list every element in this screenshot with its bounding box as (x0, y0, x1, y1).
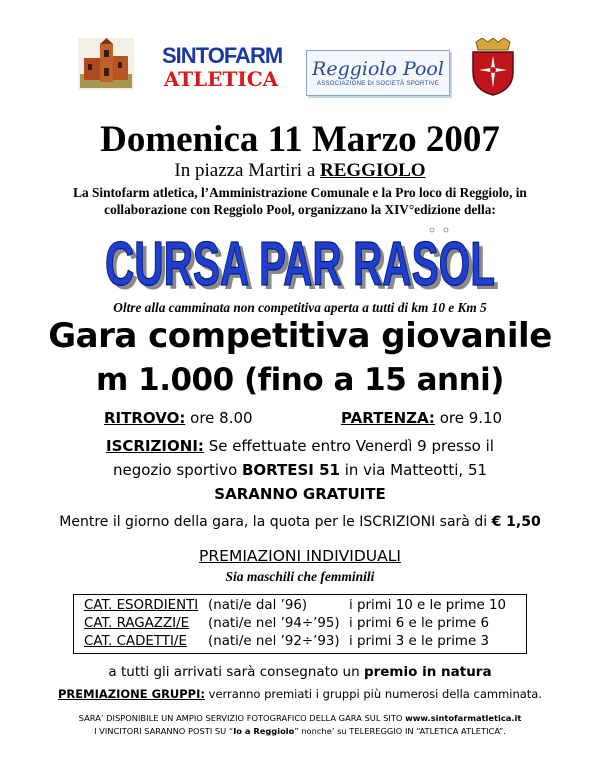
footer-line-2 (0, 726, 600, 736)
pool-logo-text: Reggiolo Pool (312, 58, 444, 80)
category-years: (nati/e nel ’94÷’95) (208, 616, 340, 631)
event-date: Domenica 11 Marzo 2007 (100, 119, 500, 160)
categories-table (73, 594, 527, 654)
category-prizes: i primi 10 e le prime 10 (349, 598, 507, 613)
race-distance (0, 362, 600, 398)
category-row (74, 634, 526, 652)
sintofarm-logo-text: SINTOFARM (162, 43, 283, 68)
event-place (0, 160, 600, 182)
partenza-value: ore 9.10 (439, 409, 503, 427)
intro-line-2: collaborazione con Reggiolo Pool, organizzano la XIV°edizione della: (104, 202, 496, 217)
category-years: (nati/e nel ’92÷’93) (208, 634, 340, 649)
ritrovo-info (104, 409, 253, 427)
footer-text-1: SARA’ DISPONIBILE UN AMPIO SERVIZIO FOTOGRAFICO DELLA GARA SUL SITO (78, 713, 406, 723)
race-heading: Gara competitiva giovanile (48, 316, 552, 356)
gruppi-note (0, 687, 600, 701)
age-limit: (fino a 15 anni) (244, 362, 504, 398)
partenza-label: PARTENZA: (341, 409, 435, 427)
iscrizioni-line-1 (0, 437, 600, 455)
iscrizioni-text-2a: negozio sportivo (112, 461, 242, 479)
footer-text-2c: ” nonche’ su TELEREGGIO IN “ATLETICA ATLETICA”. (294, 726, 506, 736)
arrivati-text: a tutti gli arrivati sarà consegnato un (108, 664, 364, 680)
castle-tower-icon (78, 38, 134, 90)
quota-value: € 1,50 (491, 514, 541, 530)
event-subtitle: Oltre alla camminata non competitiva aperta a tutti di km 10 e Km 5 (113, 300, 487, 315)
premiazioni-title: PREMIAZIONI INDIVIDUALI (199, 547, 401, 565)
intro-line-1: La Sintofarm atletica, l’Amministrazione Comunale e la Pro loco di Reggiolo, in (73, 185, 527, 200)
category-name: CAT. ESORDIENTI (84, 598, 199, 613)
pool-logo-subtext: ASSOCIAZIONE DI SOCIETÀ SPORTIVE (316, 81, 440, 87)
premiazioni-subtitle: Sia maschili che femminili (225, 569, 375, 584)
event-title-text: CURSA PAR RASOL (105, 230, 495, 298)
iscrizioni-label: ISCRIZIONI: (106, 437, 204, 455)
arrivati-note (0, 664, 600, 680)
sintofarm-logo (162, 43, 283, 94)
distance-value: m 1.000 (96, 362, 234, 398)
footer-publication: Io a Reggiolo (233, 726, 295, 736)
partenza-info (341, 409, 502, 427)
category-prizes: i primi 6 e le prime 6 (349, 616, 489, 631)
quota-info (0, 514, 600, 530)
ritrovo-label: RITROVO: (104, 409, 186, 427)
category-prizes: i primi 3 e le prime 3 (349, 634, 489, 649)
iscrizioni-line-2 (0, 461, 600, 479)
place-prefix: In piazza Martiri a (174, 160, 320, 181)
category-row (74, 598, 526, 616)
iscrizioni-text-1: Se effettuate entro Venerdì 9 presso il (208, 437, 494, 455)
event-title (0, 222, 600, 298)
footer-website: www.sintofarmatletica.it (405, 713, 522, 723)
shop-name: BORTESI 51 (241, 461, 340, 479)
ritrovo-value: ore 8.00 (190, 409, 253, 427)
logo-bar (0, 38, 600, 98)
category-name: CAT. CADETTI/E (84, 634, 187, 649)
event-title-shadow: CURSA PAR RASOL (109, 234, 499, 298)
category-name: CAT. RAGAZZI/E (84, 616, 190, 631)
iscrizioni-free: SARANNO GRATUITE (214, 485, 386, 503)
reggiolo-pool-logo (306, 50, 450, 96)
quota-text: Mentre il giorno della gara, la quota per le ISCRIZIONI sarà di (59, 514, 492, 530)
arrivati-prize: premio in natura (363, 664, 492, 680)
iscrizioni-text-2b: in via Matteotti, 51 (339, 461, 488, 479)
category-row (74, 616, 526, 634)
place-town: REGGIOLO (320, 160, 426, 181)
town-crest-icon (468, 38, 518, 96)
atletica-logo-text: ATLETICA (163, 67, 279, 91)
footer-text-2a: I VINCITORI SARANNO POSTI SU “ (94, 726, 234, 736)
gruppi-label: PREMIAZIONE GRUPPI: (57, 687, 205, 701)
gruppi-text: verranno premiati i gruppi più numerosi della camminata. (205, 687, 543, 701)
footer-line-1 (0, 713, 600, 723)
category-years: (nati/e dal ’96) (208, 598, 308, 613)
